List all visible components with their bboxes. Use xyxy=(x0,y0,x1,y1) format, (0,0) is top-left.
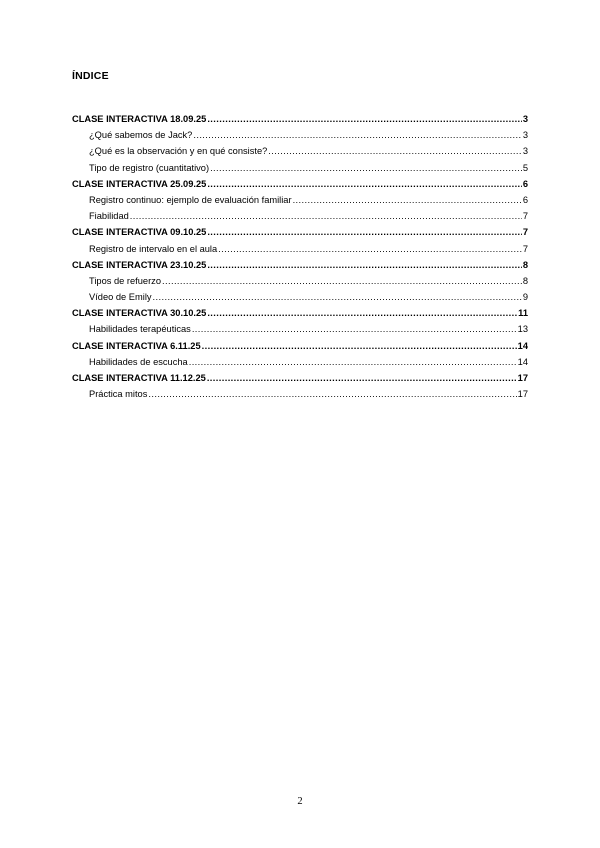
toc-subsection-entry[interactable] xyxy=(72,143,528,159)
toc-entry-label: Práctica mitos xyxy=(89,389,148,400)
toc-entry-label: Tipos de refuerzo xyxy=(89,275,162,286)
toc-subsection-entry[interactable] xyxy=(72,386,528,402)
toc-dot-leader xyxy=(210,160,522,176)
toc-entry-label: Habilidades terapéuticas xyxy=(89,324,191,335)
toc-dot-leader xyxy=(293,192,522,208)
toc-entry-page: 11 xyxy=(518,308,528,319)
toc-dot-leader xyxy=(192,321,517,337)
toc-entry-label: Vídeo de Emily xyxy=(89,292,152,303)
toc-dot-leader xyxy=(193,127,521,143)
toc-section-entry[interactable] xyxy=(72,176,528,192)
toc-entry-page: 6 xyxy=(522,178,528,189)
toc-entry-label: CLASE INTERACTIVA 30.10.25 xyxy=(72,308,207,319)
toc-section-entry[interactable] xyxy=(72,111,528,127)
toc-dot-leader xyxy=(207,305,517,321)
toc-subsection-entry[interactable] xyxy=(72,241,528,257)
toc-subsection-entry[interactable] xyxy=(72,273,528,289)
toc-section-entry[interactable] xyxy=(72,305,528,321)
toc-entry-label: ¿Qué es la observación y en qué consiste? xyxy=(89,146,268,157)
toc-dot-leader xyxy=(202,338,517,354)
toc-entry-label: CLASE INTERACTIVA 25.09.25 xyxy=(72,178,207,189)
toc-entry-page: 9 xyxy=(522,292,528,303)
toc-entry-page: 3 xyxy=(522,130,528,141)
toc-entry-page: 14 xyxy=(517,356,528,367)
toc-entry-label: CLASE INTERACTIVA 11.12.25 xyxy=(72,373,206,383)
toc-entry-page: 6 xyxy=(522,194,528,205)
toc-entry-page: 8 xyxy=(522,259,528,270)
toc-entry-label: Registro continuo: ejemplo de evaluación familiar xyxy=(89,194,292,205)
toc-entry-label: Fiabilidad xyxy=(89,211,129,222)
toc-dot-leader xyxy=(268,143,522,159)
toc-entry-page: 8 xyxy=(522,275,528,286)
page-number: 2 xyxy=(297,796,303,807)
toc-dot-leader xyxy=(207,176,522,192)
toc-entry-page: 7 xyxy=(522,211,528,222)
toc-entry-label: CLASE INTERACTIVA 18.09.25 xyxy=(72,114,207,124)
toc-entry-label: ¿Qué sabemos de Jack? xyxy=(89,130,193,141)
toc-subsection-entry[interactable] xyxy=(72,289,528,305)
toc-entry-label: CLASE INTERACTIVA 23.10.25 xyxy=(72,259,207,270)
toc-entry-label: CLASE INTERACTIVA 6.11.25 xyxy=(72,340,201,351)
toc-entry-page: 5 xyxy=(522,162,528,173)
toc-section-entry[interactable] xyxy=(72,338,528,354)
toc-dot-leader xyxy=(130,208,522,224)
toc-entry-page: 3 xyxy=(522,146,528,157)
toc-entry-page: 14 xyxy=(517,340,528,351)
toc-dot-leader xyxy=(207,257,522,273)
toc-dot-leader xyxy=(148,386,516,402)
toc-section-entry[interactable] xyxy=(72,257,528,273)
toc-subsection-entry[interactable] xyxy=(72,160,528,176)
toc-section-entry[interactable] xyxy=(72,224,528,240)
toc-entry-label: Tipo de registro (cuantitativo) xyxy=(89,162,210,173)
table-of-contents xyxy=(72,111,528,402)
toc-dot-leader xyxy=(218,241,522,257)
toc-entry-label: Registro de intervalo en el aula xyxy=(89,243,218,254)
toc-entry-page: 3 xyxy=(522,114,528,124)
toc-subsection-entry[interactable] xyxy=(72,208,528,224)
toc-dot-leader xyxy=(207,224,522,240)
toc-subsection-entry[interactable] xyxy=(72,127,528,143)
toc-entry-label: Habilidades de escucha xyxy=(89,356,188,367)
toc-dot-leader xyxy=(207,370,517,386)
toc-entry-page: 17 xyxy=(517,389,528,400)
toc-entry-page: 13 xyxy=(517,324,528,335)
toc-subsection-entry[interactable] xyxy=(72,192,528,208)
toc-heading: ÍNDICE xyxy=(72,70,109,82)
toc-subsection-entry[interactable] xyxy=(72,321,528,337)
toc-subsection-entry[interactable] xyxy=(72,354,528,370)
toc-dot-leader xyxy=(189,354,517,370)
toc-entry-page: 17 xyxy=(517,373,528,383)
toc-section-entry[interactable] xyxy=(72,370,528,386)
toc-entry-page: 7 xyxy=(522,227,528,238)
toc-dot-leader xyxy=(207,111,522,127)
toc-dot-leader xyxy=(153,289,522,305)
toc-entry-label: CLASE INTERACTIVA 09.10.25 xyxy=(72,227,207,238)
toc-dot-leader xyxy=(162,273,522,289)
toc-entry-page: 7 xyxy=(522,243,528,254)
